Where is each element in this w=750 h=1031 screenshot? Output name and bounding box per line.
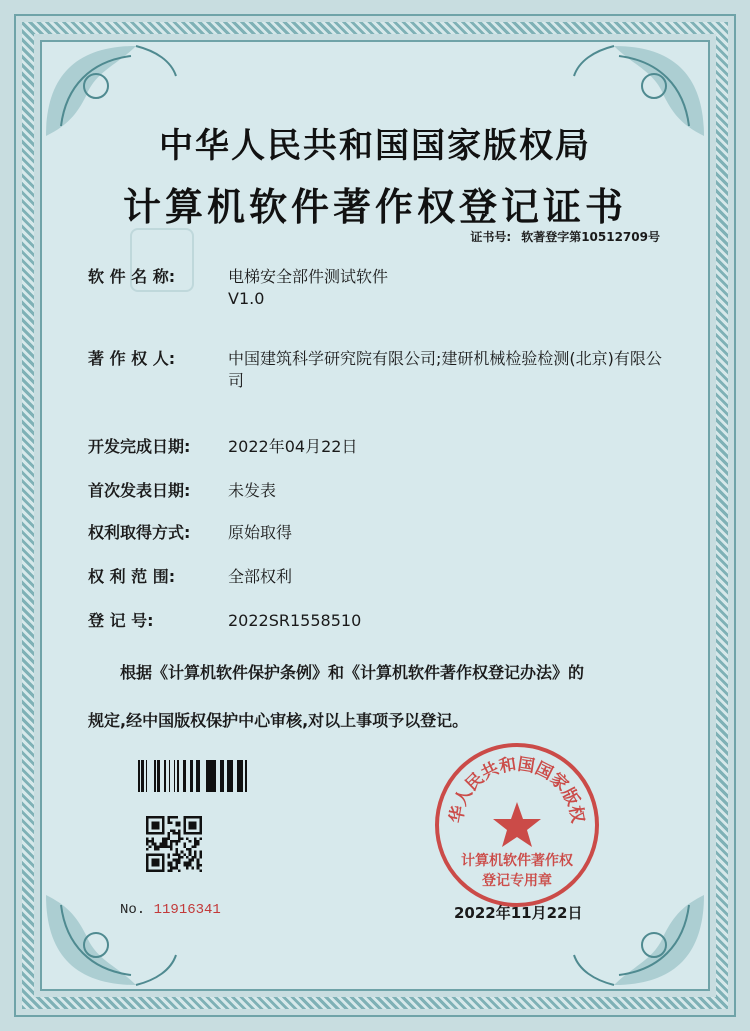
qr-code-icon bbox=[146, 816, 202, 872]
seal-ring-text: 华人民共和国国家版权 bbox=[446, 754, 588, 825]
svg-text:中华人民共和国国家版权局 bbox=[432, 740, 589, 826]
field-label: 软 件 名 称: bbox=[88, 267, 176, 286]
software-version-value: V1.0 bbox=[228, 289, 265, 308]
owner-value: 中国建筑科学研究院有限公司;建研机械检验检测(北京)有限公司 bbox=[228, 349, 662, 390]
field-acquire-method bbox=[88, 522, 668, 544]
serial-prefix: No. bbox=[120, 902, 146, 918]
software-name-value: 电梯安全部件测试软件 bbox=[228, 267, 389, 286]
seal-star-icon bbox=[493, 802, 541, 847]
seal-line-1: 计算机软件著作权 bbox=[461, 853, 573, 869]
field-completion-date bbox=[88, 436, 668, 458]
barcode-icon bbox=[138, 760, 250, 792]
statement-line-1: 根据《计算机软件保护条例》和《计算机软件著作权登记办法》的 bbox=[120, 663, 585, 682]
certificate-title: 计算机软件著作权登记证书 bbox=[122, 184, 627, 229]
field-label: 权 利 范 围: bbox=[88, 567, 176, 586]
official-seal bbox=[432, 740, 602, 910]
field-registration-number bbox=[88, 610, 668, 632]
field-software-name bbox=[88, 266, 668, 310]
acquire-method-value: 原始取得 bbox=[228, 523, 293, 542]
field-value bbox=[228, 266, 668, 310]
field-rights-scope bbox=[88, 566, 668, 588]
issuing-authority: 中华人民共和国国家版权局 bbox=[159, 126, 591, 166]
field-owner bbox=[88, 348, 668, 392]
completion-date-value: 2022年04月22日 bbox=[228, 437, 358, 456]
serial-value: 11916341 bbox=[153, 902, 221, 918]
certificate-number bbox=[470, 228, 660, 245]
field-label: 权利取得方式: bbox=[88, 523, 191, 542]
field-label: 登 记 号: bbox=[88, 611, 154, 630]
field-label: 著 作 权 人: bbox=[88, 349, 176, 368]
rights-scope-value: 全部权利 bbox=[228, 567, 293, 586]
issue-date: 2022年11月22日 bbox=[454, 904, 583, 922]
statement-line-2: 规定,经中国版权保护中心审核,对以上事项予以登记。 bbox=[88, 711, 469, 730]
field-first-publish bbox=[88, 480, 668, 502]
first-publish-value: 未发表 bbox=[228, 481, 277, 500]
seal-line-2: 登记专用章 bbox=[482, 873, 552, 889]
serial-number bbox=[120, 902, 221, 918]
certificate-number-value: 软著登字第10512709号 bbox=[521, 230, 660, 244]
field-label: 首次发表日期: bbox=[88, 481, 191, 500]
certificate-number-label: 证书号: bbox=[470, 230, 512, 244]
registration-number-value: 2022SR1558510 bbox=[228, 611, 362, 630]
field-label: 开发完成日期: bbox=[88, 437, 191, 456]
